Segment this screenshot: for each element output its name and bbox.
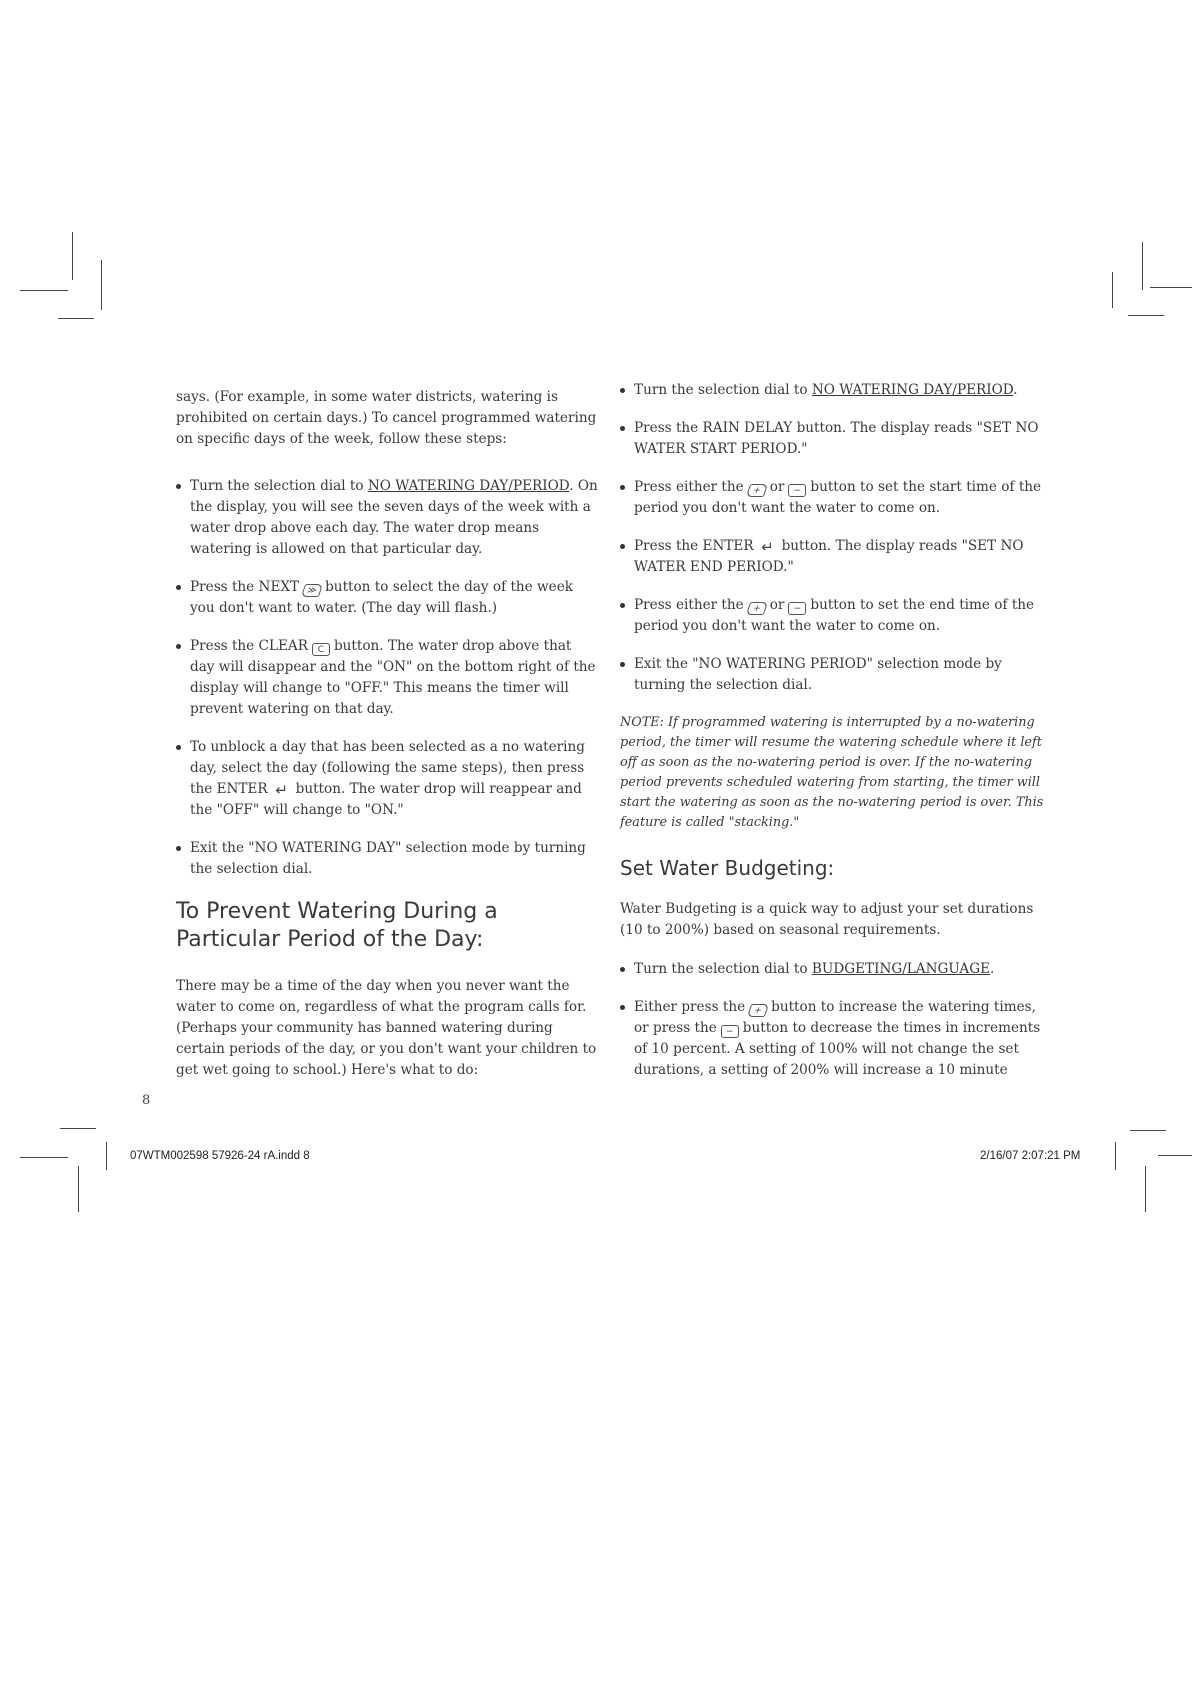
no-watering-day-steps (176, 476, 600, 880)
crop-mark (1158, 1155, 1192, 1156)
dial-setting-label: NO WATERING DAY/PERIOD (811, 382, 1014, 398)
water-budgeting-paragraph: Water Budgeting is a quick way to adjust your set durations (10 to 200%) based on seasonal requirements. (620, 901, 1034, 938)
list-item: Turn the selection dial to NO WATERING DAY/PERIOD. On the display, you will see the seven days of the week with a water drop above each day. The water drop means watering is allowed on that particular day. (176, 476, 600, 560)
list-item: Press either the + or − button to set the start time of the period you don't want the water to come on. (620, 477, 1045, 519)
clear-button-icon: C (312, 643, 330, 656)
list-item: Exit the "NO WATERING PERIOD" selection mode by turning the selection dial. (620, 654, 1045, 696)
section-heading-water-budgeting: Set Water Budgeting: (620, 856, 835, 880)
stacking-note: NOTE: If programmed watering is interrupted by a no-watering period, the timer will resume the watering schedule where it left off as soon as the no-watering period is over. If the no-watering period prevents scheduled watering from starting, the timer will start the watering as soon as the no-watering period is over. This feature is called "stacking." (620, 715, 1044, 830)
crop-mark (1128, 315, 1164, 316)
list-item: Press the CLEAR C button. The water drop above that day will disappear and the "ON" on the bottom right of the display will change to "OFF." This means the timer will prevent watering on that day. (176, 636, 600, 720)
print-slug-timestamp: 2/16/07 2:07:21 PM (980, 1150, 1081, 1162)
crop-mark (1150, 287, 1192, 288)
water-budgeting-steps (620, 959, 1045, 1081)
crop-mark (78, 1166, 79, 1212)
plus-button-icon: + (747, 1004, 770, 1017)
list-item: Turn the selection dial to NO WATERING DAY/PERIOD. (620, 380, 1045, 401)
list-item: To unblock a day that has been selected as a no watering day, select the day (following the same steps), then press the ENTER ↵ button. The water drop will reappear and the "OFF" will change to "ON." (176, 737, 600, 821)
right-column (620, 380, 1045, 1098)
minus-button-icon: − (721, 1025, 739, 1038)
list-item: Press the NEXT ≫ button to select the day of the week you don't want to water. (The day will flash.) (176, 577, 600, 619)
prevent-watering-paragraph: There may be a time of the day when you never want the water to come on, regardless of what the program calls for. (Perhaps your community has banned watering during certain periods of the day, or you don't want your children to get wet going to school.) Here's what to do: (176, 978, 597, 1078)
dial-setting-label: NO WATERING DAY/PERIOD (367, 478, 570, 494)
section-heading-prevent-watering: To Prevent Watering During a Particular Period of the Day: (176, 899, 498, 952)
crop-mark (72, 232, 73, 280)
crop-mark (1112, 272, 1113, 308)
dial-setting-label: BUDGETING/LANGUAGE (811, 961, 991, 977)
list-item: Press the RAIN DELAY button. The display reads "SET NO WATER START PERIOD." (620, 418, 1045, 460)
crop-mark (20, 1157, 68, 1158)
minus-button-icon: − (788, 602, 806, 615)
no-watering-period-steps (620, 380, 1045, 696)
crop-mark (106, 1142, 107, 1170)
intro-paragraph: says. (For example, in some water districts, watering is prohibited on certain days.) To cancel programmed watering on specific days of the week, follow these steps: (176, 389, 597, 447)
crop-mark (1130, 1130, 1166, 1131)
print-slug-filename: 07WTM002598 57926-24 rA.indd 8 (130, 1150, 310, 1162)
minus-button-icon: − (788, 484, 806, 497)
crop-mark (1115, 1142, 1116, 1170)
list-item: Press the ENTER ↵ button. The display reads "SET NO WATER END PERIOD." (620, 536, 1045, 578)
list-item: Turn the selection dial to BUDGETING/LANGUAGE. (620, 959, 1045, 980)
list-item: Press either the + or − button to set the end time of the period you don't want the water to come on. (620, 595, 1045, 637)
page-number: 8 (142, 1093, 151, 1108)
next-button-icon: ≫ (301, 584, 324, 597)
plus-button-icon: + (745, 484, 768, 497)
crop-mark (101, 260, 102, 310)
crop-mark (60, 1128, 96, 1129)
list-item: Either press the + button to increase the watering times, or press the − button to decrease the times in increments of 10 percent. A setting of 100% will not change the set durations, a setting of 200% will increase a 10 minute (620, 997, 1045, 1081)
crop-mark (20, 290, 68, 291)
crop-mark (58, 318, 94, 319)
plus-button-icon: + (745, 602, 768, 615)
left-column (176, 387, 600, 1107)
enter-button-icon: ↵ (761, 538, 774, 556)
crop-mark (1145, 1166, 1146, 1212)
list-item: Exit the "NO WATERING DAY" selection mode by turning the selection dial. (176, 838, 600, 880)
enter-button-icon: ↵ (275, 781, 288, 799)
crop-mark (1142, 242, 1143, 290)
